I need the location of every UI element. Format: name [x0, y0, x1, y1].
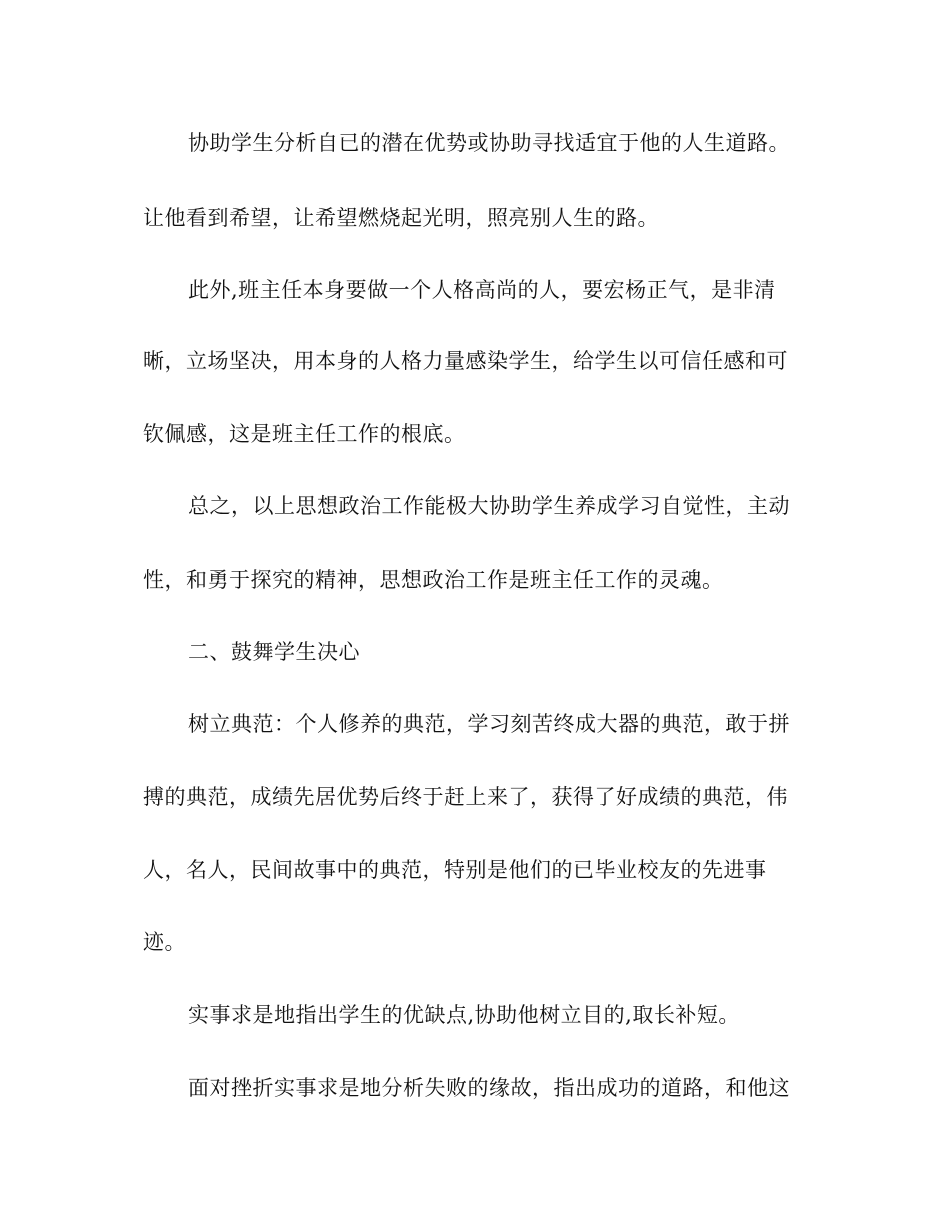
text-line: 实事求是地指出学生的优缺点,协助他树立目的,取长补短。	[188, 1003, 740, 1027]
text-line: 晰，立场坚决，用本身的人格力量感染学生，给学生以可信任感和可	[143, 349, 788, 373]
text-line: 面对挫折实事求是地分析失败的缘故，指出成功的道路，和他这	[188, 1076, 790, 1100]
section-heading: 二、鼓舞学生决心	[188, 640, 360, 664]
text-line: 协助学生分析自已的潜在优势或协助寻找适宜于他的人生道路。	[188, 131, 790, 155]
text-line: 迹。	[143, 930, 186, 954]
text-line: 让他看到希望，让希望燃烧起光明，照亮别人生的路。	[143, 206, 659, 230]
text-line: 树立典范：个人修养的典范，学习刻苦终成大器的典范，敢于拼	[188, 712, 790, 736]
text-line: 总之，以上思想政治工作能极大协助学生养成学习自觉性，主动	[188, 494, 790, 518]
text-line: 钦佩感，这是班主任工作的根底。	[143, 422, 466, 446]
text-line: 性，和勇于探究的精神，思想政治工作是班主任工作的灵魂。	[143, 568, 724, 592]
text-line: 此外,班主任本身要做一个人格高尚的人，要宏杨正气，是非清	[188, 278, 776, 302]
text-line: 搏的典范，成绩先居优势后终于赶上来了，获得了好成绩的典范，伟	[143, 785, 788, 809]
text-line: 人，名人，民间故事中的典范，特别是他们的已毕业校友的先进事	[143, 858, 767, 882]
